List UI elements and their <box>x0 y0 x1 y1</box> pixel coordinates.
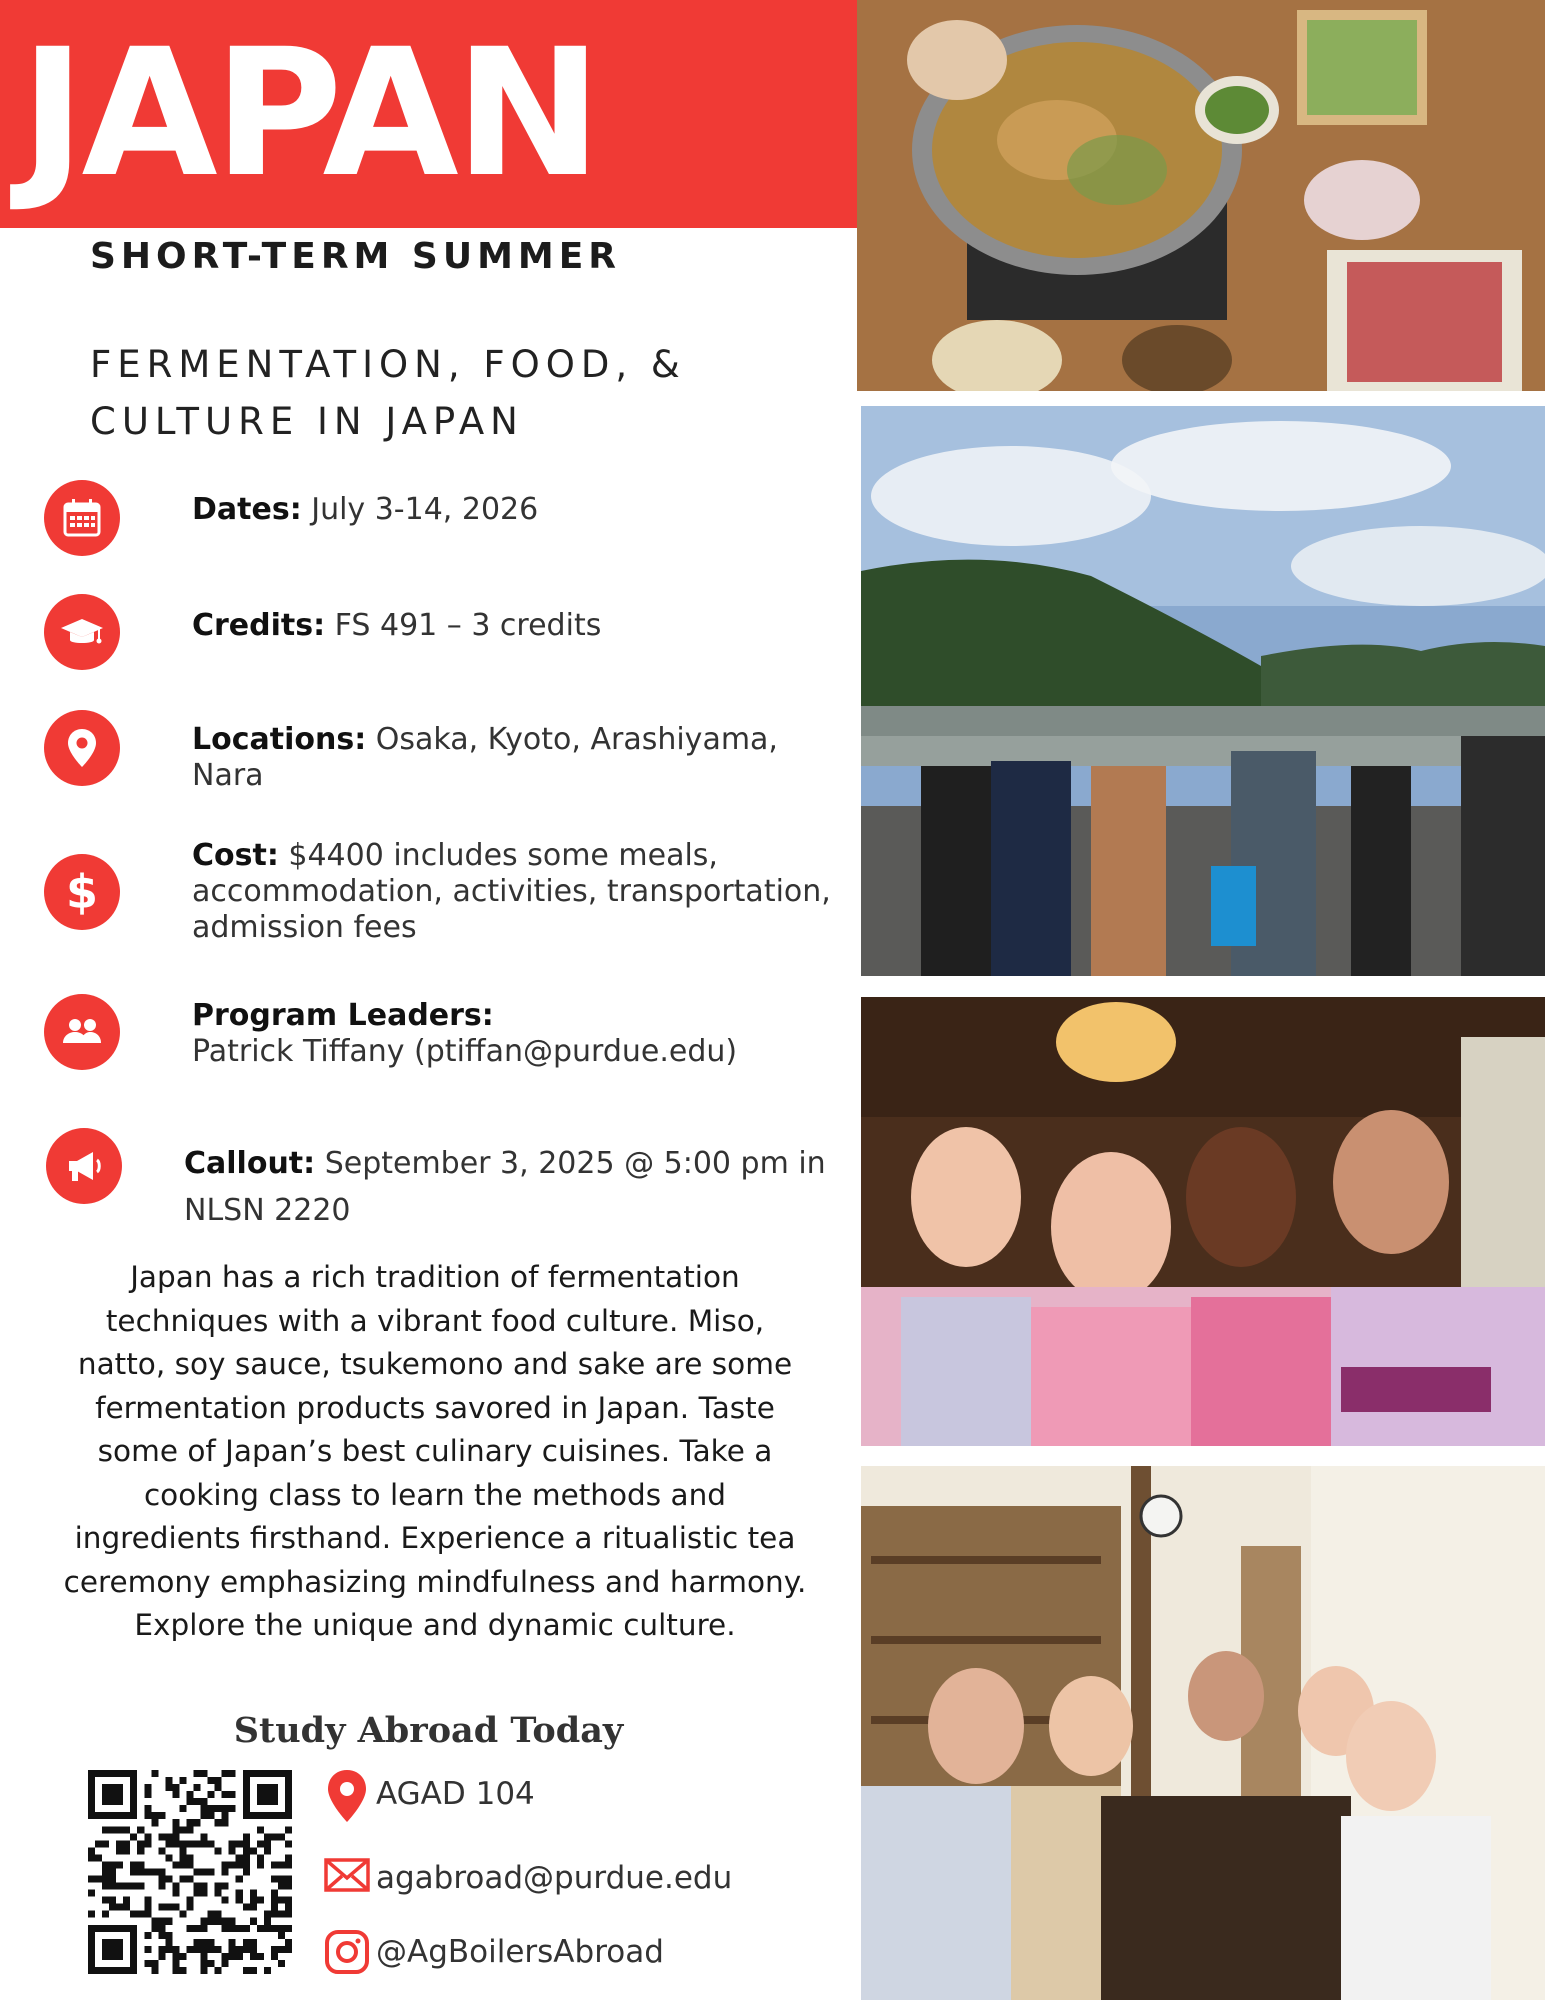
description-line: Explore the unique and dynamic culture. <box>134 1608 736 1642</box>
people-icon <box>44 994 120 1070</box>
leaders-value: Patrick Tiffany (ptiffan@purdue.edu) <box>192 1034 738 1069</box>
hot-pot-photo <box>857 0 1545 391</box>
cost-value-line-2: accommodation, activities, transportation, <box>192 874 831 909</box>
location-pin-icon <box>44 710 120 786</box>
study-abroad-heading: Study Abroad Today <box>233 1710 624 1751</box>
restaurant-group-photo <box>861 1466 1545 2000</box>
subtitle: SHORT-TERM SUMMER <box>90 236 622 277</box>
office-contact <box>322 1768 842 1824</box>
credits-text <box>192 608 601 644</box>
title-banner <box>0 0 857 228</box>
dates-value: July 3-14, 2026 <box>311 492 539 527</box>
river-landscape-photo <box>861 406 1545 976</box>
cost-value-line-3: admission fees <box>192 910 417 945</box>
dates-text <box>192 492 538 528</box>
dates-label: Dates: <box>192 492 302 527</box>
description-line: fermentation products savored in Japan. Taste <box>95 1390 775 1425</box>
leaders-label: Program Leaders: <box>192 998 494 1033</box>
callout-value-line-2: NLSN 2220 <box>184 1193 351 1228</box>
description-line: Japan has a rich tradition of fermentation <box>130 1260 740 1294</box>
locations-value-line-1: Osaka, Kyoto, Arashiyama, <box>375 722 778 757</box>
credits-label: Credits: <box>192 608 326 643</box>
qr-code-image <box>88 1770 292 1974</box>
cost-text <box>192 838 831 946</box>
kimono-group-photo <box>861 997 1545 1446</box>
social-contact[interactable] <box>322 1924 842 1980</box>
megaphone-icon <box>46 1128 122 1204</box>
program-title <box>90 336 686 450</box>
envelope-icon <box>322 1846 372 1902</box>
program-title-line-1: FERMENTATION, FOOD, & <box>90 343 686 386</box>
callout-text <box>184 1140 826 1234</box>
description-line: techniques with a vibrant food culture. Miso, <box>105 1303 765 1338</box>
location-pin-icon <box>322 1768 372 1824</box>
graduation-cap-icon <box>44 594 120 670</box>
locations-label: Locations: <box>192 722 367 757</box>
office-location: AGAD 104 <box>376 1776 535 1812</box>
cost-value-line-1: $4400 includes some meals, <box>288 838 718 873</box>
callout-label: Callout: <box>184 1146 316 1181</box>
email-link[interactable]: agabroad@purdue.edu <box>376 1860 733 1896</box>
dollar-icon <box>44 854 120 930</box>
locations-text <box>192 722 778 794</box>
calendar-icon <box>44 480 120 556</box>
credits-value: FS 491 – 3 credits <box>334 608 602 643</box>
description-line: some of Japan’s best culinary cuisines. Take a <box>97 1434 773 1468</box>
description-line: natto, soy sauce, tsukemono and sake are some <box>77 1347 793 1381</box>
description-line: ceremony emphasizing mindfulness and harmony. <box>63 1564 807 1599</box>
instagram-handle[interactable]: @AgBoilersAbroad <box>376 1934 664 1970</box>
qr-code[interactable] <box>88 1770 292 1974</box>
dollar-glyph: $ <box>65 865 98 919</box>
program-description <box>40 1256 830 1648</box>
instagram-icon <box>322 1924 372 1980</box>
callout-value-line-1: September 3, 2025 @ 5:00 pm in <box>324 1146 826 1181</box>
locations-value-line-2: Nara <box>192 758 264 793</box>
email-contact[interactable] <box>322 1846 842 1902</box>
cost-label: Cost: <box>192 838 279 873</box>
description-line: ingredients firsthand. Experience a ritualistic tea <box>74 1521 796 1555</box>
page-title: JAPAN <box>20 11 599 216</box>
program-title-line-2: CULTURE IN JAPAN <box>90 400 524 443</box>
leaders-text <box>192 998 737 1070</box>
description-line: cooking class to learn the methods and <box>143 1477 727 1512</box>
